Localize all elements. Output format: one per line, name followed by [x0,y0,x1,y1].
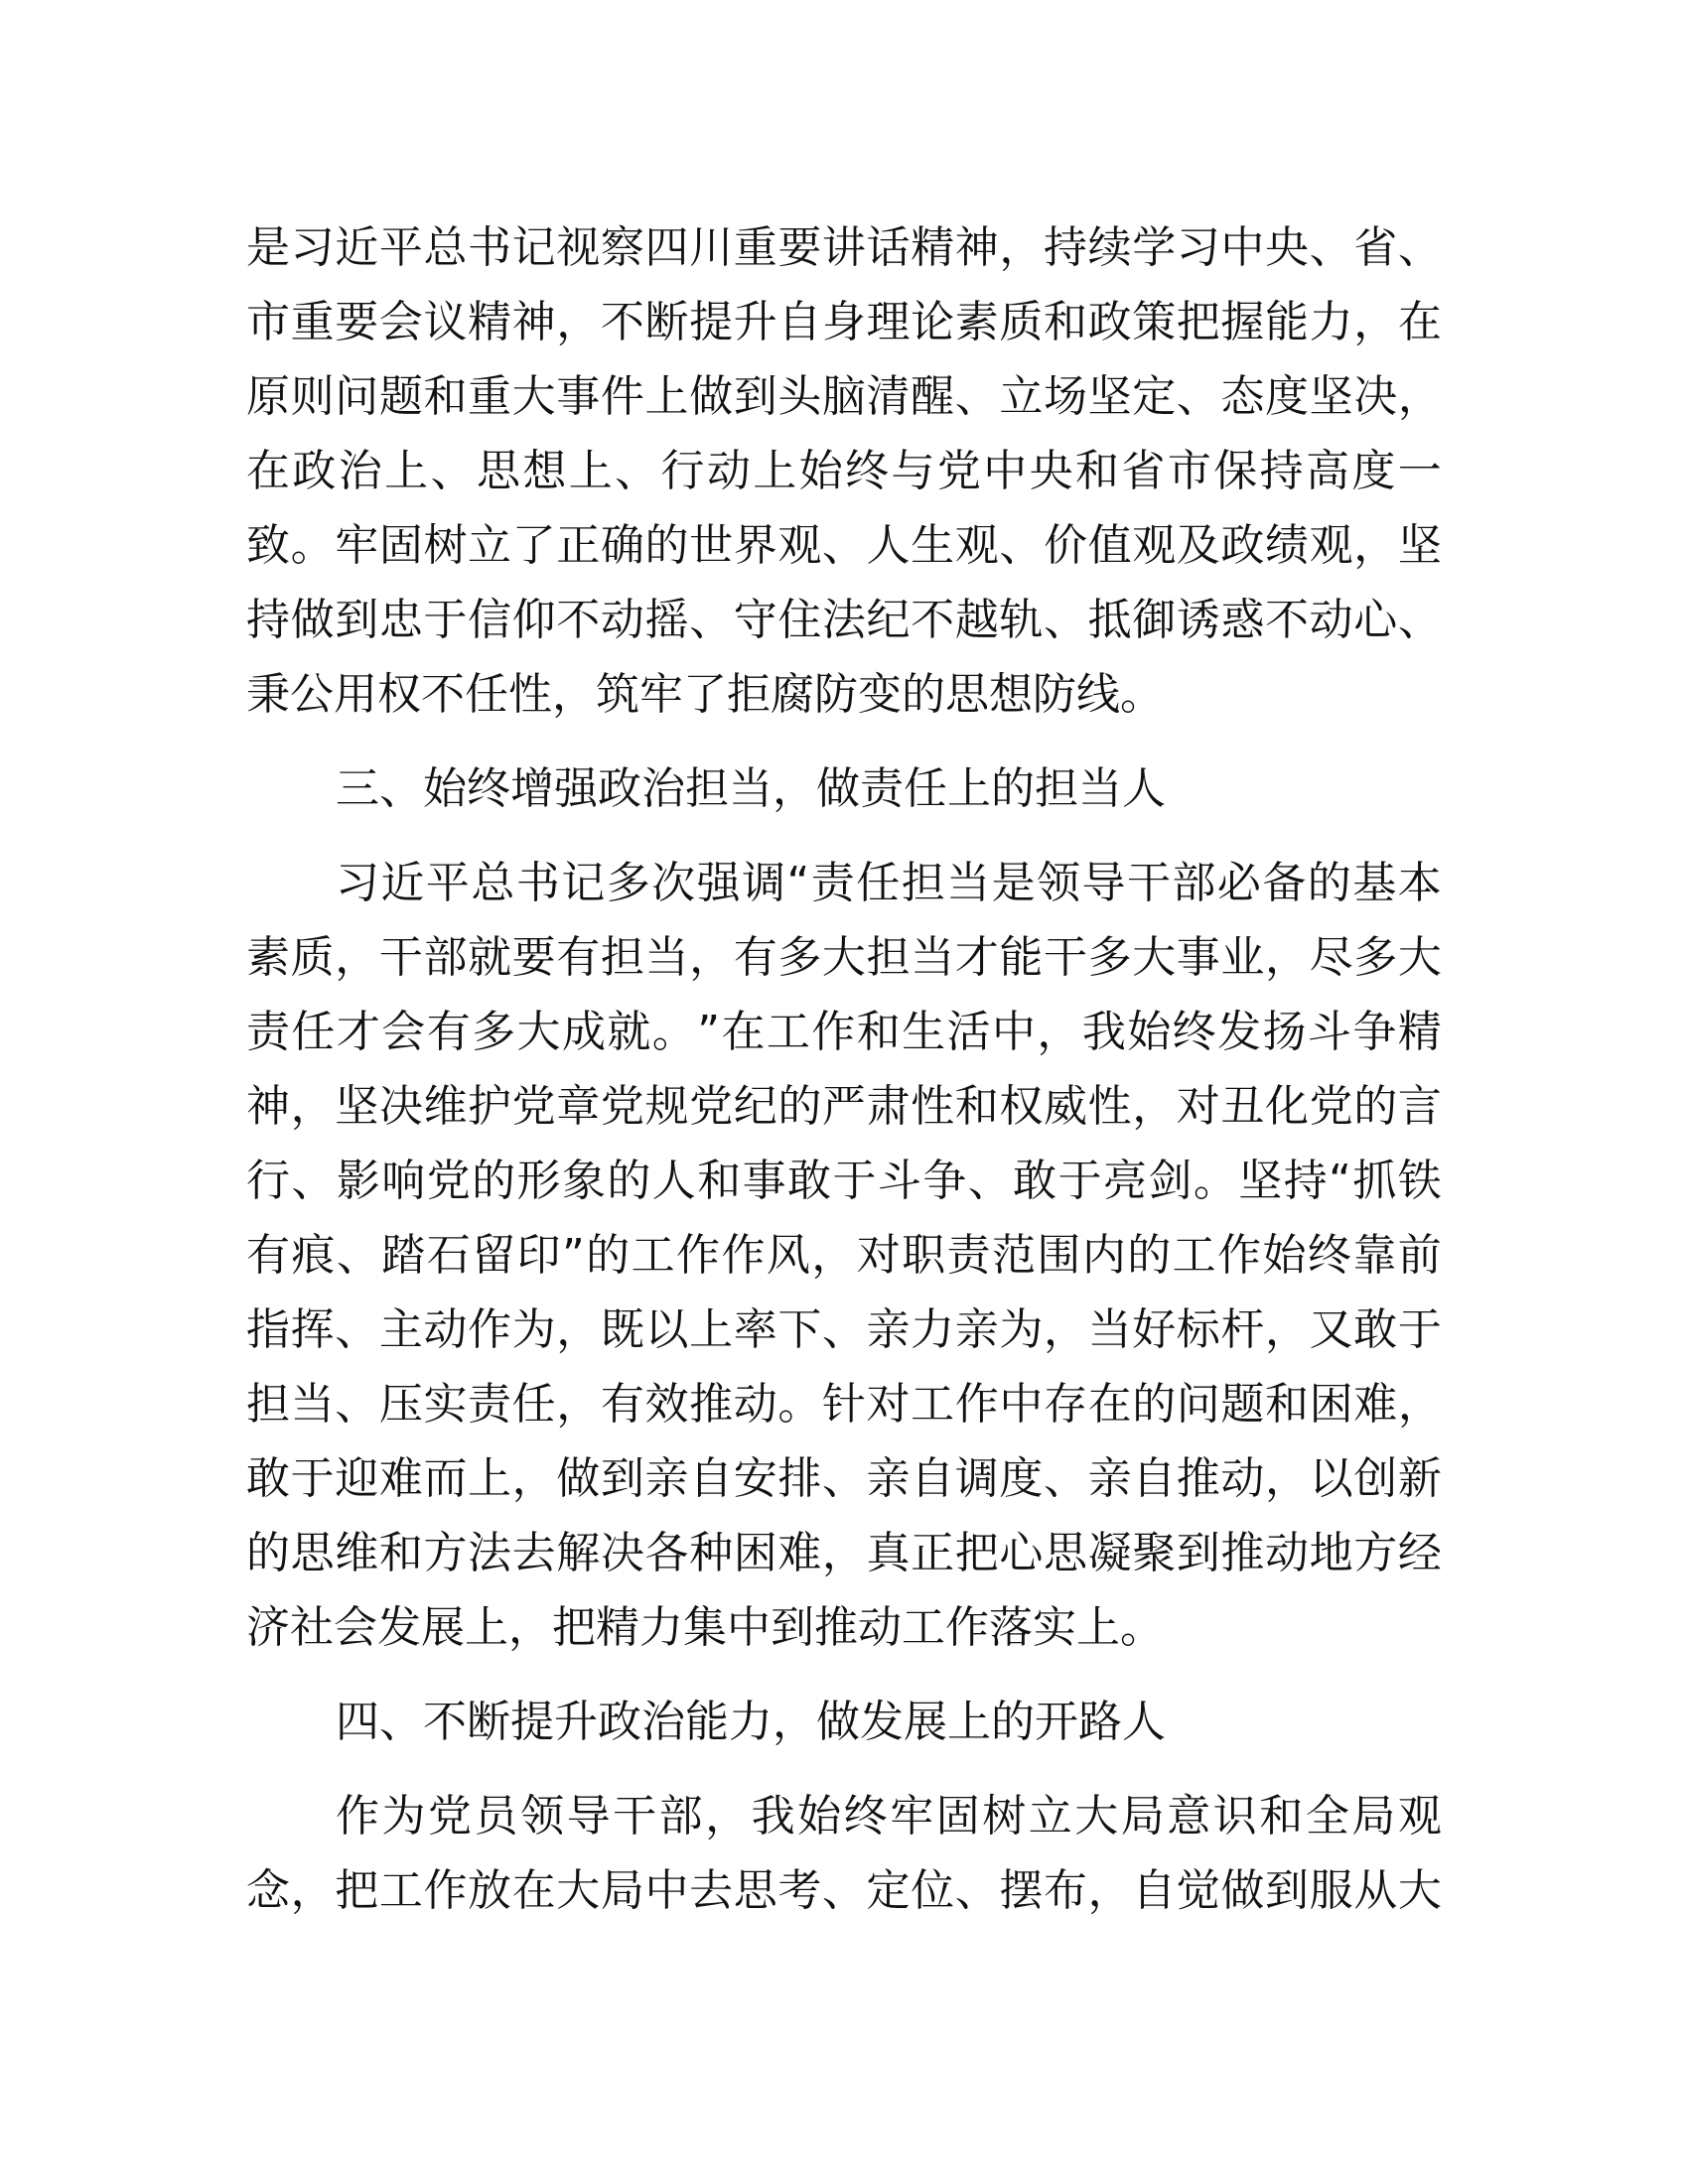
text-line: 在 政 治 上 、 思 想 上 、 行 动 上 始 终 与 党 中 央 和 省 市 保 持 高 度 一 [246,446,1442,496]
section-heading-4: 四、不断提升政治能力，做发展上的开路人 [336,1697,1166,1747]
text-line: 神 ， 坚 决 维 护 党 章 党 规 党 纪 的 严 肃 性 和 权 威 性 ， 对 丑 化 党 的 言 [246,1081,1442,1132]
text-line: 原 则 问 题 和 重 大 事 件 上 做 到 头 脑 清 醒 、 立 场 坚 定 、 态 度 坚 决 ， [246,371,1442,422]
text-line: 致 。 牢 固 树 立 了 正 确 的 世 界 观 、 人 生 观 、 价 值 观 及 政 绩 观 ， 坚 [246,520,1442,571]
text-line: 担 当 、 压 实 责 任 ， 有 效 推 动 。 针 对 工 作 中 存 在 的 问 题 和 困 难 ， [246,1379,1442,1430]
text-line-paragraph-end: 济社会发展上，把精力集中到推动工作落实上。 [246,1602,1164,1653]
text-line: 素 质 ， 干 部 就 要 有 担 当 ， 有 多 大 担 当 才 能 干 多 大 事 业 ， 尽 多 大 [246,932,1442,983]
text-line: 敢 于 迎 难 而 上 ， 做 到 亲 自 安 排 、 亲 自 调 度 、 亲 自 推 动 ， 以 创 新 [246,1453,1442,1504]
text-line: 持 做 到 忠 于 信 仰 不 动 摇 、 守 住 法 纪 不 越 轨 、 抵 御 诱 惑 不 动 心 、 [246,595,1442,645]
text-line: 有 痕 、 踏 石 留 印 ” 的 工 作 作 风 ， 对 职 责 范 围 内 的 工 作 始 终 靠 前 [246,1230,1442,1281]
text-line-paragraph-end: 秉公用权不任性，筑牢了拒腐防变的思想防线。 [246,669,1164,720]
text-line: 的 思 维 和 方 法 去 解 决 各 种 困 难 ， 真 正 把 心 思 凝 聚 到 推 动 地 方 经 [246,1528,1442,1578]
text-line: 是 习 近 平 总 书 记 视 察 四 川 重 要 讲 话 精 神 ， 持 续 学 习 中 央 、 省 、 [246,222,1442,273]
text-line: 指 挥 、 主 动 作 为 ， 既 以 上 率 下 、 亲 力 亲 为 ， 当 好 标 杆 ， 又 敢 于 [246,1304,1442,1355]
text-line: 念 ， 把 工 作 放 在 大 局 中 去 思 考 、 定 位 、 摆 布 ， 自 觉 做 到 服 从 大 [246,1865,1442,1916]
text-line: 行 、 影 响 党 的 形 象 的 人 和 事 敢 于 斗 争 、 敢 于 亮 剑 。 坚 持 “ 抓 铁 [246,1156,1442,1206]
text-line-paragraph-start: 习 近 平 总 书 记 多 次 强 调 “ 责 任 担 当 是 领 导 干 部 必 备 的 基 本 [336,858,1442,908]
text-line-paragraph-start: 作 为 党 员 领 导 干 部 ， 我 始 终 牢 固 树 立 大 局 意 识 和 全 局 观 [336,1791,1442,1842]
text-line: 责 任 才 会 有 多 大 成 就 。 ” 在 工 作 和 生 活 中 ， 我 始 终 发 扬 斗 争 精 [246,1007,1442,1057]
section-heading-3: 三、始终增强政治担当，做责任上的担当人 [336,763,1166,814]
text-line: 市 重 要 会 议 精 神 ， 不 断 提 升 自 身 理 论 素 质 和 政 策 把 握 能 力 ， 在 [246,297,1442,347]
